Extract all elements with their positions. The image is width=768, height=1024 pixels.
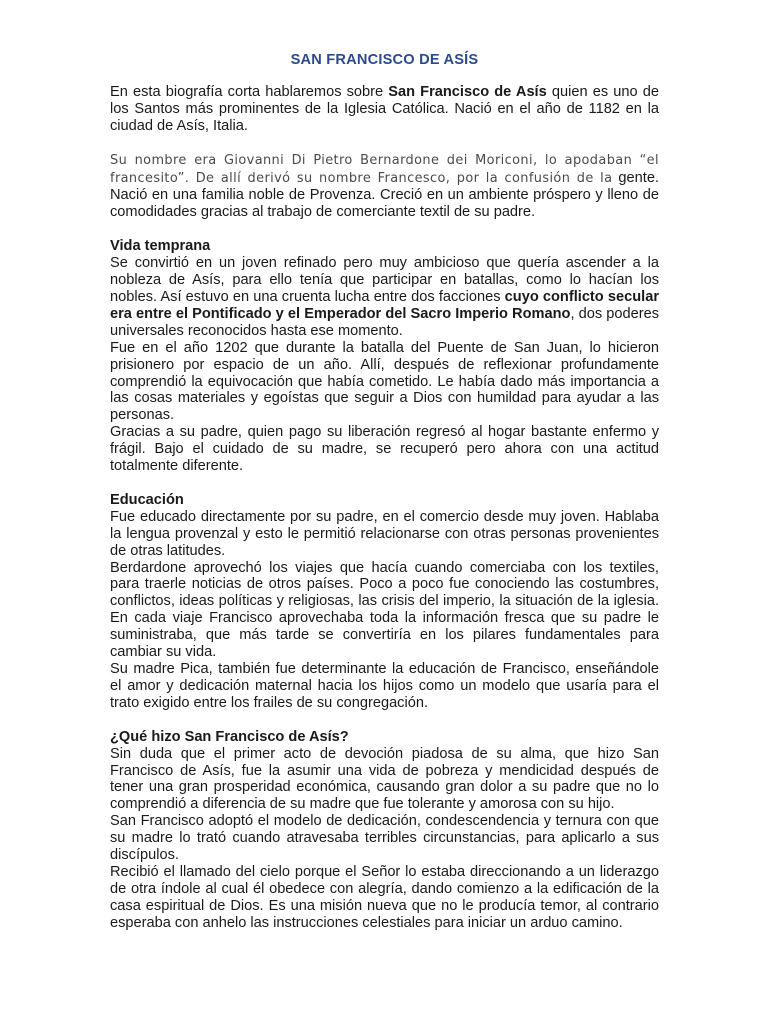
early-text: Se convirtió en un joven refinado pero muy ambicioso que quería ascender a la nobleza de Asís, para ello tenía que participar en batallas, como lo hacían los nobles. Así estuvo en una cruenta lucha entre dos facciones — [110, 255, 659, 305]
section-heading-education: Educación — [110, 491, 184, 508]
what-paragraph-1: Sin duda que el primer acto de devoción piadosa de su alma, que hizo San Francisco de Asís, fue la asumir una vida de pobreza y mendicidad después de tener una gran prosperidad económica, causando gran dolor a su padre que no lo comprendió a diferencia de su madre que fue tolerante y amorosa con su hijo. — [110, 745, 659, 813]
origin-paragraph — [110, 152, 659, 222]
early-paragraph-2: Fue en el año 1202 que durante la batalla del Puente de San Juan, lo hicieron prisionero por espacio de un año. Allí, después de reflexionar profundamente comprendió la equivocación que había cometido. Le había dado más importancia a las cosas materiales y egoístas que seguir a Dios con humildad para ayudar a las personas. — [110, 339, 659, 424]
what-paragraph-2: San Francisco adoptó el modelo de dedicación, condescendencia y ternura con que su madre lo trató cuando atravesaba terribles circunstancias, para aplicarlo a sus discípulos. — [110, 813, 659, 864]
intro-text: En esta biografía corta hablaremos sobre — [110, 83, 389, 100]
section-heading-what-he-did: ¿Qué hizo San Francisco de Asís? — [110, 728, 349, 745]
intro-bold-name: San Francisco de Asís — [388, 83, 547, 100]
early-paragraph-1 — [110, 255, 659, 340]
document-page — [110, 52, 659, 932]
section-heading-early-life: Vida temprana — [110, 238, 211, 255]
education-paragraph-3: Su madre Pica, también fue determinante la educación de Francisco, enseñándole el amor y dedicación maternal hacia los hijos como un modelo que usaría para el trato exigido entre los frailes de su congregación. — [110, 661, 659, 711]
intro-paragraph — [110, 84, 659, 135]
education-paragraph-1: Fue educado directamente por su padre, en el comercio desde muy joven. Hablaba la lengua provenzal y esto le permitió relacionarse con otras personas provenientes de otras latitudes. — [110, 508, 659, 559]
origin-text: gente. Nació en una familia noble de Provenza. Creció en un ambiente próspero y lleno de comodidades gracias al trabajo de comerciante textil de su padre. — [110, 169, 659, 221]
document-title: SAN FRANCISCO DE ASÍS — [290, 52, 479, 68]
origin-gray-text: Su nombre era Giovanni Di Pietro Bernardone dei Moriconi, lo apodaban “el francesito”. De allí derivó su nombre Francesco, por la confusión de la — [110, 152, 659, 186]
early-text-end: , dos poderes universales reconocidos hasta ese momento. — [110, 305, 659, 339]
early-paragraph-3: Gracias a su padre, quien pago su liberación regresó al hogar bastante enfermo y frágil. Bajo el cuidado de su madre, se recuperó pero ahora con una actitud totalmente diferente. — [110, 424, 659, 475]
early-bold-text: cuyo conflicto secular era entre el Pontificado y el Emperador del Sacro Imperio Romano — [110, 288, 659, 322]
education-paragraph-2: Berdardone aprovechó los viajes que hacía cuando comerciaba con los textiles, para traerle noticias de otros países. Poco a poco fue conociendo las costumbres, conflictos, ideas políticas y religiosas, las crisis del imperio, la situación de la iglesia. En cada viaje Francisco aprovechaba toda la información fresca que su padre le suministraba, que más tarde se convertiría en los pilares fundamentales para cambiar su vida. — [110, 559, 659, 661]
what-paragraph-3: Recibió el llamado del cielo porque el Señor lo estaba direccionando a un liderazgo de otra índole al cual él obedece con alegría, dando comienzo a la edificación de la casa espiritual de Dios. Es una misión nueva que no le producía temor, al contrario esperaba con anhelo las instrucciones celestiales para iniciar un arduo camino. — [110, 863, 659, 931]
intro-text-end: quien es uno de los Santos más prominentes de la Iglesia Católica. Nació en el año de 1182 en la ciudad de Asís, Italia. — [110, 83, 660, 134]
